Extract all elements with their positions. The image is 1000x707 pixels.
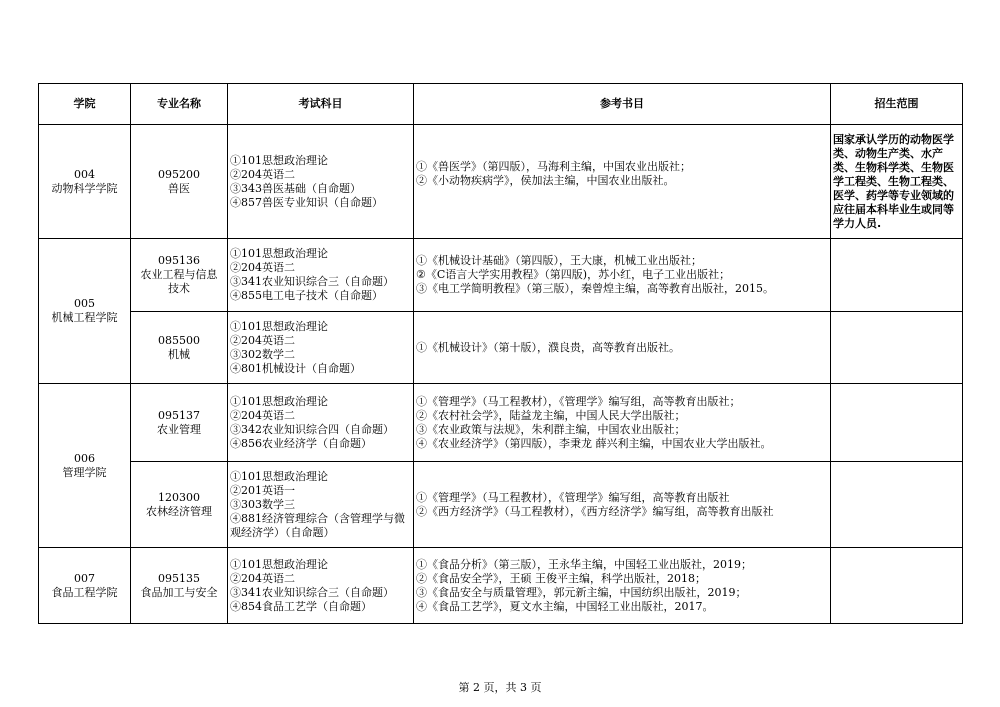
- college-cell: [39, 548, 131, 624]
- college-code: 007: [74, 571, 95, 585]
- college-code: 004: [74, 167, 95, 181]
- major-code: 095137: [158, 408, 200, 422]
- table-row: [39, 312, 963, 384]
- exam-subject: ①101思想政治理论: [230, 394, 328, 408]
- reference-books-cell: [414, 312, 831, 384]
- college-cell: [39, 239, 131, 384]
- major-cell: [131, 548, 228, 624]
- college-code: 006: [74, 451, 95, 465]
- reference-book: ④《食品工艺学》，夏文水主编，中国轻工业出版社，2017。: [416, 599, 714, 613]
- header-exam-subjects: 考试科目: [228, 84, 414, 125]
- reference-book: ②《C语言大学实用教程》（第四版)，苏小红，电子工业出版社；: [416, 268, 731, 281]
- exam-subject: ④854食品工艺学（自命题）: [230, 599, 372, 613]
- reference-books-cell: [414, 384, 831, 462]
- exam-subjects-cell: [228, 312, 414, 384]
- reference-book: ②《西方经济学》（马工程教材），《西方经济学》编写组，高等教育出版社: [416, 504, 774, 518]
- reference-book: ①《机械设计基础》（第四版），王大康，机械工业出版社；: [416, 254, 702, 267]
- major-code: 085500: [158, 333, 200, 347]
- reference-book: ②《食品安全学》，王硕 王俊平主编，科学出版社，2018；: [416, 571, 706, 585]
- enrollment-table: [38, 83, 963, 624]
- major-name: 农业工程与信息: [140, 268, 218, 281]
- reference-book: ③《食品安全与质量管理》，郭元新主编，中国纺织出版社，2019；: [416, 585, 747, 599]
- exam-subjects-cell: [228, 548, 414, 624]
- major-name: 农业管理: [157, 422, 201, 436]
- reference-book: ④《农业经济学》（第四版），李秉龙 薛兴利主编，中国农业大学出版社。: [416, 436, 772, 450]
- major-cell: [131, 239, 228, 312]
- exam-subject: ③303数学三: [230, 497, 295, 511]
- enrollment-scope-cell: [831, 548, 963, 624]
- table-row: [39, 239, 963, 312]
- reference-book: ①《管理学》（马工程教材），《管理学》编写组，高等教育出版社；: [416, 394, 741, 408]
- exam-subject: ④856农业经济学（自命题）: [230, 436, 372, 450]
- reference-book: ③《农业政策与法规》，朱利群主编，中国农业出版社；: [416, 422, 686, 436]
- major-name: 食品加工与安全: [140, 585, 218, 599]
- major-name: 农林经济管理: [146, 504, 212, 518]
- exam-subjects-cell: [228, 462, 414, 548]
- major-code: 095136: [158, 254, 200, 267]
- major-code: 095200: [158, 167, 200, 181]
- college-name: 机械工程学院: [51, 311, 118, 324]
- reference-books-cell: [414, 125, 831, 239]
- exam-subject: ③341农业知识综合三（自命题）: [230, 585, 394, 599]
- college-name: 食品工程学院: [51, 585, 118, 599]
- table-row: [39, 462, 963, 548]
- exam-subject: ②204英语二: [230, 571, 295, 585]
- enrollment-scope-cell: [831, 312, 963, 384]
- enrollment-scope-cell: [831, 239, 963, 312]
- exam-subject: ③341农业知识综合三（自命题）: [230, 275, 394, 288]
- reference-book: ③《电工学简明教程》（第三版），秦曾煌主编，高等教育出版社，2015。: [416, 282, 774, 295]
- exam-subject: ②204英语二: [230, 408, 295, 422]
- major-code: 120300: [158, 490, 200, 504]
- exam-subjects-cell: [228, 125, 414, 239]
- major-cell: [131, 384, 228, 462]
- exam-subject: ①101思想政治理论: [230, 319, 328, 333]
- major-name: 机械: [168, 347, 190, 361]
- header-major-name: 专业名称: [131, 84, 228, 125]
- enrollment-scope-cell: [831, 384, 963, 462]
- exam-subject: ②204英语二: [230, 333, 295, 347]
- reference-book: ②《小动物疾病学》，侯加法主编，中国农业出版社。: [416, 173, 675, 187]
- reference-book: ①《管理学》（马工程教材），《管理学》编写组，高等教育出版社: [416, 490, 730, 504]
- exam-subject: ①101思想政治理论: [230, 153, 328, 167]
- exam-subject: ④857兽医专业知识（自命题）: [230, 195, 383, 209]
- major-cell: [131, 312, 228, 384]
- college-name: 动物科学学院: [51, 181, 118, 195]
- table-row: [39, 548, 963, 624]
- reference-book: ①《机械设计》（第十版），濮良贵，高等教育出版社。: [416, 340, 680, 354]
- college-name: 管理学院: [62, 465, 107, 479]
- major-cell: [131, 462, 228, 548]
- exam-subject: ①101思想政治理论: [230, 469, 328, 483]
- major-name: 技术: [168, 282, 190, 295]
- exam-subject: ②201英语一: [230, 483, 295, 497]
- major-cell: [131, 125, 228, 239]
- table-row: [39, 384, 963, 462]
- exam-subjects-cell: [228, 239, 414, 312]
- table-row: [39, 125, 963, 239]
- reference-book: ①《食品分析》（第三版），王永华主编，中国轻工业出版社，2019；: [416, 557, 752, 571]
- header-enrollment-scope: 招生范围: [831, 84, 963, 125]
- college-code: 005: [74, 297, 95, 310]
- college-cell: [39, 384, 131, 548]
- reference-books-cell: [414, 239, 831, 312]
- exam-subject: ②204英语二: [230, 261, 295, 274]
- major-name: 兽医: [168, 181, 190, 195]
- enrollment-scope-cell: 国家承认学历的动物医学类、动物生产类、水产类、生物科学类、生物医学工程类、生物工程类、医学、药学等专业领域的应往届本科毕业生或同等学力人员.: [831, 125, 963, 239]
- exam-subject: ①101思想政治理论: [230, 557, 328, 571]
- exam-subject: ③302数学二: [230, 347, 295, 361]
- reference-books-cell: [414, 548, 831, 624]
- exam-subject: ②204英语二: [230, 167, 295, 181]
- page-number-footer: 第 2 页，共 3 页: [458, 681, 542, 694]
- exam-subject: ④881经济管理综合（含管理学与微观经济学）（自命题）: [230, 511, 405, 539]
- exam-subject: ③342农业知识综合四（自命题）: [230, 422, 394, 436]
- enrollment-scope-cell: [831, 462, 963, 548]
- reference-book: ②《农村社会学》，陆益龙主编，中国人民大学出版社；: [416, 408, 686, 422]
- exam-subject: ③343兽医基础（自命题）: [230, 181, 361, 195]
- header-reference-books: 参考书目: [414, 84, 831, 125]
- major-code: 095135: [158, 571, 200, 585]
- header-college: 学院: [39, 84, 131, 125]
- exam-subject: ④801机械设计（自命题）: [230, 361, 361, 375]
- reference-book: ①《兽医学》（第四版），马海利主编，中国农业出版社；: [416, 159, 691, 173]
- table-header-row: [39, 84, 963, 125]
- college-cell: [39, 125, 131, 239]
- exam-subject: ①101思想政治理论: [230, 247, 328, 260]
- reference-books-cell: [414, 462, 831, 548]
- exam-subjects-cell: [228, 384, 414, 462]
- exam-subject: ④855电工电子技术（自命题）: [230, 289, 383, 302]
